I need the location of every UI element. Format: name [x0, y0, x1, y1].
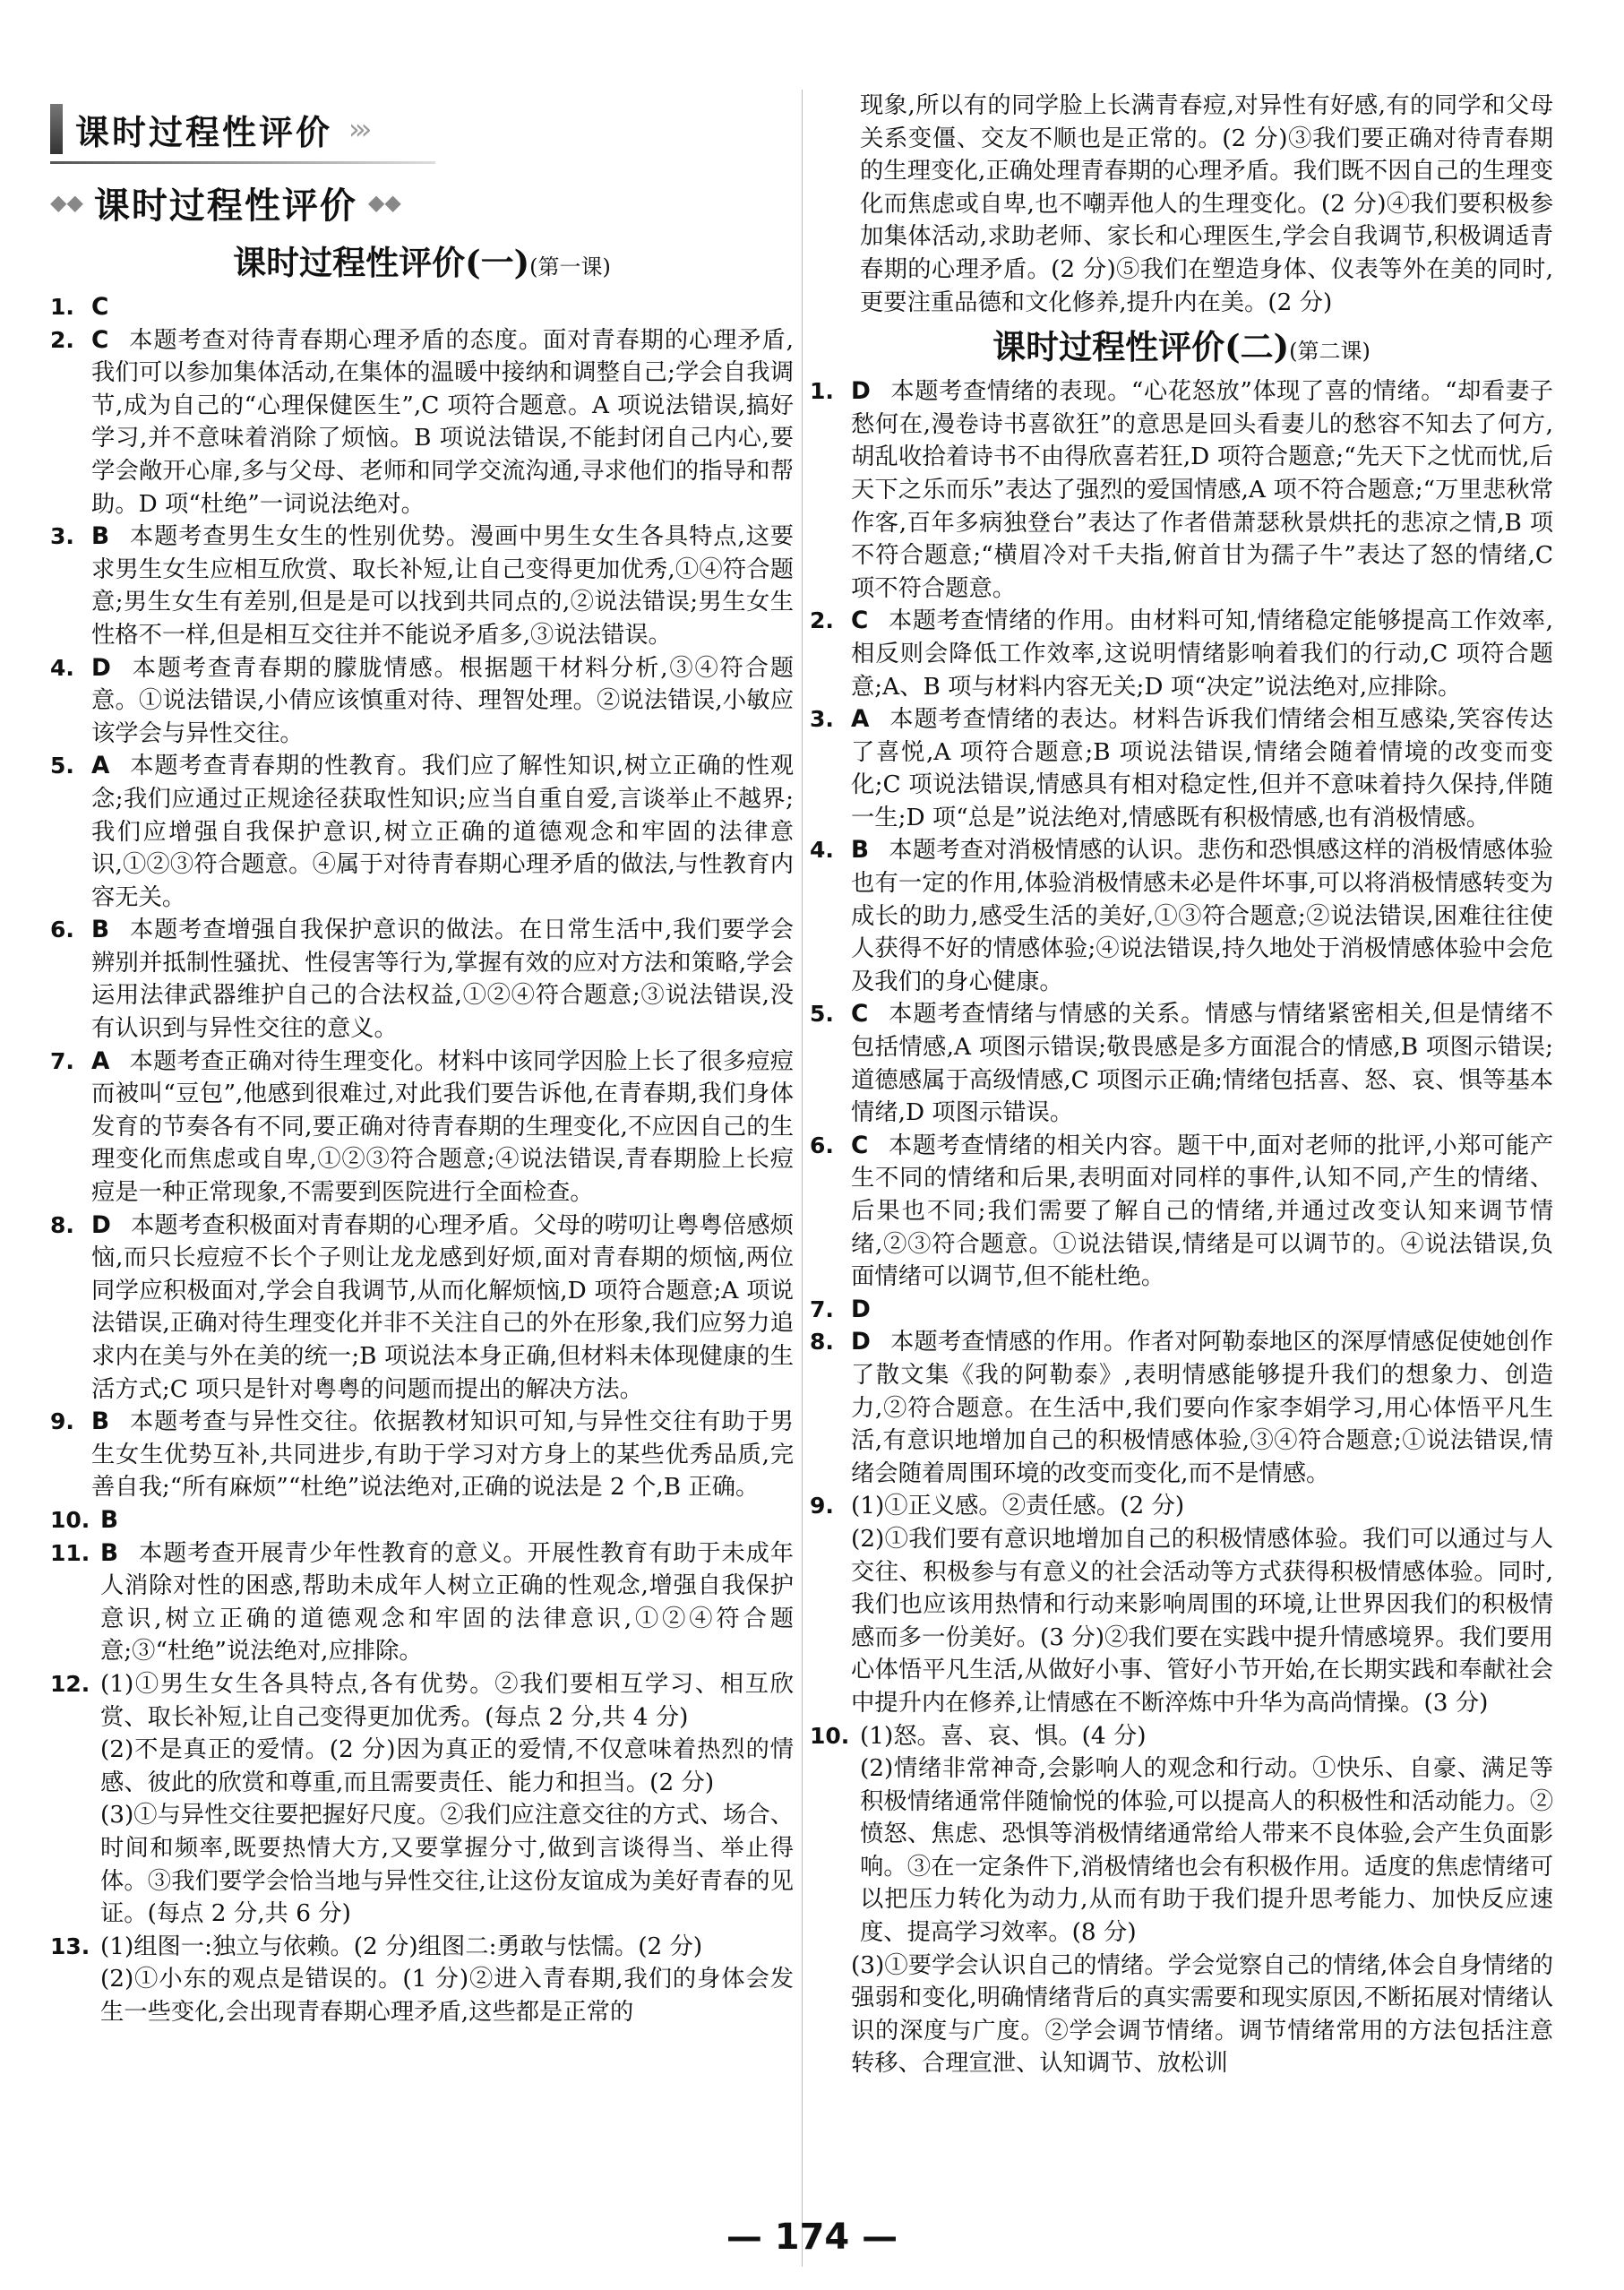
item-answer: A	[851, 706, 870, 734]
item-number: 3.	[810, 706, 834, 733]
item-answer: B	[851, 837, 870, 865]
lesson1-title-text: 课时过程性评价(一)	[233, 243, 530, 282]
item-explanation: 本题考查情绪的表现。“心花怒放”体现了喜的情绪。“却看妻子愁何在,漫卷诗书喜欲狂”的意思是回头看妻儿的愁容不知去了何方,胡乱收拾着诗书不由得欣喜若狂,D 项符合题意;“先天下之忧而忧,后天下之乐而乐”表达了强烈的爱国情感,A 项不符合题意;“万里悲秋常作客,百年多病独登台”表达了作者借萧瑟秋景烘托的悲凉之情,B 项不符合题意;“横眉冷对千夫指,俯首甘为孺子牛”表达了怒的情绪,C 项不符合题意。	[851, 378, 1553, 602]
item-number: 6.	[810, 1132, 834, 1158]
lesson1-subtitle: (第一课)	[529, 254, 611, 280]
item-answer: D	[91, 1211, 111, 1239]
page-number: — 174 —	[726, 2217, 898, 2258]
item-answer: B	[100, 1539, 119, 1567]
item-part: (3)①与异性交往要把握好尺度。②我们应注意交往的方式、场合、时间和频率,既要热情大方,又要掌握分寸,做到言谈得当、举止得体。③我们要学会恰当地与异性交往,让这份友谊成为美好青春的见证。(每点 2 分,共 6 分)	[100, 1802, 794, 1928]
left-column	[50, 235, 794, 2028]
answer-item	[810, 605, 1553, 703]
section-subtitle	[50, 176, 401, 229]
item-number: 11.	[50, 1539, 90, 1566]
answer-item	[50, 1406, 794, 1504]
item-answer: C	[851, 607, 869, 635]
item-number: 10.	[810, 1722, 850, 1749]
lesson2-title	[810, 326, 1553, 372]
item-explanation: 本题考查积极面对青春期的心理矛盾。父母的唠叨让粤粤倍感烦恼,而只长痘痘不长个子则让龙龙感到好烦,面对青春期的烦恼,两位同学应积极面对,学会自我调节,从而化解烦恼,D 项符合题意;A 项说法错误,正确对待生理变化并非不关注自己的外在形象,我们应努力追求内在美与外在美的统一;B 项说法本身正确,但材料未体现健康的生活方式;C 项只是针对粤粤的问题而提出的解决方法。	[91, 1211, 794, 1403]
item-explanation: 本题考查情感的作用。作者对阿勒泰地区的深厚情感促使她创作了散文集《我的阿勒泰》,表明情感能够提升我们的想象力、创造力,②符合题意。在生活中,我们要向作家李娟学习,用心体悟平凡生活,有意识地增加自己的积极情感体验,③④符合题意;①说法错误,情绪会随着周围环境的改变而变化,而不是情感。	[851, 1329, 1553, 1487]
answer-item	[810, 1294, 1553, 1327]
item-explanation: 本题考查对消极情感的认识。悲伤和恐惧感这样的消极情感体验也有一定的作用,体验消极情感未必是件坏事,可以将消极情感转变为成长的助力,感受生活的美好,①③符合题意;②说法错误,困难往往使人获得不好的情感体验;④说法错误,持久地处于消极情感体验中会危及我们的身心健康。	[851, 837, 1553, 995]
section-banner	[50, 100, 366, 158]
answer-item	[810, 998, 1553, 1129]
diamonds-icon: ◆◆	[367, 190, 401, 215]
item-explanation: 本题考查增强自我保护意识的做法。在日常生活中,我们要学会辨别并抵制性骚扰、性侵害等行为,掌握有效的应对方法和策略,学会运用法律武器维护自己的合法权益,①②④符合题意;③说法错误,没有认识到与异性交往的意义。	[91, 917, 794, 1043]
item-number: 4.	[50, 654, 74, 681]
item-explanation: 本题考查开展青少年性教育的意义。开展性教育有助于未成年人消除对性的困惑,帮助未成年人树立正确的性观念,增强自我保护意识,树立正确的道德观念和牢固的法律意识,①②④符合题意;③“杜绝”说法绝对,应排除。	[100, 1539, 794, 1666]
item-number: 13.	[50, 1933, 90, 1959]
answer-item	[50, 521, 794, 651]
item-number: 2.	[50, 326, 74, 353]
item-explanation: 本题考查情绪的相关内容。题干中,面对老师的批评,小郑可能产生不同的情绪和后果,表明面对同样的事件,认知不同,产生的情绪、后果也不同;我们需要了解自己的情绪,并通过改变认知来调节情绪,②③符合题意。①说法错误,情绪是可以调节的。④说法错误,负面情绪可以调节,但不能杜绝。	[851, 1132, 1553, 1291]
item-number: 4.	[810, 837, 834, 864]
item-number: 9.	[50, 1408, 74, 1435]
answer-item	[50, 1504, 794, 1537]
item-answer: D	[851, 1329, 871, 1356]
answer-item	[50, 291, 794, 324]
answer-item	[810, 1326, 1553, 1490]
banner-underline	[50, 161, 435, 164]
item-answer: C	[851, 1132, 869, 1159]
item-number: 8.	[810, 1329, 834, 1356]
section-subtitle-text: 课时过程性评价	[93, 185, 357, 227]
item-answer: B	[91, 917, 110, 944]
answer-item	[50, 324, 794, 521]
answer-item	[810, 703, 1553, 834]
lesson1-title	[50, 242, 794, 288]
answer-item	[50, 1537, 794, 1668]
item-answer: A	[91, 1047, 110, 1075]
diamonds-icon: ◆◆	[50, 190, 83, 215]
item-answer: B	[100, 1506, 119, 1534]
item-explanation: 本题考查情绪的表达。材料告诉我们情绪会相互感染,笑容传达了喜悦,A 项符合题意;B 项说法错误,情绪会随着情境的改变而变化;C 项说法错误,情感具有相对稳定性,但并不意味着持久保持,伴随一生;D 项“总是”说法绝对,情感既有积极情感,也有消极情感。	[851, 706, 1553, 831]
item-number: 10.	[50, 1506, 90, 1533]
item-part: (3)①要学会认识自己的情绪。学会觉察自己的情绪,体会自身情绪的强弱和变化,明确情绪背后的真实需要和现实原因,不断拓展对情绪认识的深度与广度。②学会调节情绪。调节情绪常用的方法包括注意转移、合理宣泄、认知调节、放松训	[851, 1951, 1553, 2078]
item-part: (1)①正义感。②责任感。(2 分)	[851, 1493, 1185, 1520]
answer-item-10	[810, 1720, 1553, 1753]
item-answer: C	[91, 294, 109, 321]
lesson2-title-text: 课时过程性评价(二)	[992, 327, 1290, 367]
item-answer: A	[91, 753, 110, 780]
item-number: 8.	[50, 1211, 74, 1238]
chevrons-icon: ›››	[348, 112, 367, 146]
item-explanation: 本题考查情绪与情感的关系。情感与情绪紧密相关,但是情绪不包括情感,A 项图示错误;敬畏感是多方面混合的情感,B 项图示错误;道德感属于高级情感,C 项图示正确;情绪包括喜、怒、哀、惧等基本情绪,D 项图示错误。	[851, 1001, 1553, 1127]
answer-item-12	[50, 1668, 794, 1734]
item-part: (2)①小东的观点是错误的。(1 分)②进入青春期,我们的身体会发生一些变化,会出现青春期心理矛盾,这些都是正常的	[100, 1966, 794, 2026]
item-part: (1)①男生女生各具特点,各有优势。②我们要相互学习、相互欣赏、取长补短,让自己变得更加优秀。(每点 2 分,共 4 分)	[100, 1670, 794, 1731]
item-explanation: 本题考查青春期的朦胧情感。根据题干材料分析,③④符合题意。①说法错误,小倩应该慎重对待、理智处理。②说法错误,小敏应该学会与异性交往。	[91, 654, 794, 747]
item-part: (2)①我们要有意识地增加自己的积极情感体验。我们可以通过与人交往、积极参与有意义的社会活动等方式获得积极情感体验。同时,我们也应该用热情和行动来影响周围的环境,让世界因我们的积极情感而多一份美好。(3 分)②我们要在实践中提升情感境界。我们要用心体悟平凡生活,从做好小事、管好小节开始,在长期实践和奉献社会中提升内在修养,让情感在不断淬炼中升华为高尚情操。(3 分)	[851, 1525, 1553, 1717]
item-part: (2)不是真正的爱情。(2 分)因为真正的爱情,不仅意味着热烈的情感、彼此的欣赏和尊重,而且需要责任、能力和担当。(2 分)	[100, 1736, 794, 1796]
item-number: 2.	[810, 607, 834, 634]
item-part: (1)组图一:独立与依赖。(2 分)组图二:勇敢与怯懦。(2 分)	[100, 1933, 703, 1960]
item-explanation: 本题考查与异性交往。依据教材知识可知,与异性交往有助于男生女生优势互补,共同进步,有助于学习对方身上的某些优秀品质,完善自我;“所有麻烦”“杜绝”说法绝对,正确的说法是 2 个,B 正确。	[91, 1408, 794, 1502]
item-answer: C	[91, 326, 109, 354]
section-banner-title: 课时过程性评价	[75, 112, 333, 152]
item-answer: B	[91, 523, 110, 551]
item-answer: D	[851, 378, 871, 406]
answer-item	[50, 1210, 794, 1407]
answer-item	[50, 914, 794, 1045]
answer-item-9	[810, 1490, 1553, 1523]
item-number: 9.	[810, 1493, 834, 1519]
item-explanation: 本题考查青春期的性教育。我们应了解性知识,树立正确的性观念;我们应通过正规途径获取性知识;应当自重自爱,言谈举止不越界;我们应增强自我保护意识,树立正确的道德观念和牢固的法律意识,①②③符合题意。④属于对待青春期心理矛盾的做法,与性教育内容无关。	[91, 753, 794, 911]
item-answer: D	[91, 654, 111, 682]
answer-item	[50, 652, 794, 751]
item-answer: B	[91, 1408, 110, 1436]
item-explanation: 本题考查男生女生的性别优势。漫画中男生女生各具特点,这要求男生女生应相互欣赏、取长补短,让自己变得更加优秀,①④符合题意;男生女生有差别,但是是可以找到共同点的,②说法错误;男生女生性格不一样,但是相互交往并不能说矛盾多,③说法错误。	[91, 523, 794, 649]
item-number: 5.	[50, 753, 74, 779]
answer-item	[50, 750, 794, 914]
banner-bar	[50, 104, 63, 154]
item-number: 12.	[50, 1670, 90, 1697]
item-explanation: 本题考查正确对待生理变化。材料中该同学因脸上长了很多痘痘而被叫“豆包”,他感到很难过,对此我们要告诉他,在青春期,我们身体发育的节奏各有不同,要正确对待青春期的生理变化,不应因自己的生理变化而焦虑或自卑,①②③符合题意;④说法错误,青春期脸上长痘痘是一种正常现象,不需要到医院进行全面检查。	[91, 1047, 794, 1207]
item-explanation: 本题考查情绪的作用。由材料可知,情绪稳定能够提高工作效率,相反则会降低工作效率,这说明情绪影响着我们的行动,C 项符合题意;A、B 项与材料内容无关;D 项“决定”说法绝对,应排除。	[851, 607, 1553, 701]
item-explanation: 本题考查对待青春期心理矛盾的态度。面对青春期的心理矛盾,我们可以参加集体活动,在集体的温暖中接纳和调整自己;学会自我调节,成为自己的“心理保健医生”,C 项符合题意。A 项说法错误,搞好学习,并不意味着消除了烦恼。B 项说法错误,不能封闭自己内心,要学会敞开心扉,多与父母、老师和同学交流沟通,寻求他们的指导和帮助。D 项“杜绝”一词说法绝对。	[91, 326, 794, 518]
item-answer: C	[851, 1001, 869, 1029]
column-divider	[802, 90, 803, 2267]
item-part: (1)怒。喜、哀、惧。(4 分)	[860, 1722, 1147, 1750]
item-13-continued: 现象,所以有的同学脸上长满青春痘,对异性有好感,有的同学和父母关系变僵、交友不顺也是正常的。(2 分)③我们要正确对待青春期的生理变化,正确处理青春期的心理矛盾。我们既不因自己的生理变化而焦虑或自卑,也不嘲弄他人的生理变化。(2 分)④我们要积极参加集体活动,求助老师、家长和心理医生,学会自我调节,积极调适青春期的心理矛盾。(2 分)⑤我们在塑造身体、仪表等外在美的同时,更要注重品德和文化修养,提升内在美。(2 分)	[860, 92, 1553, 316]
item-part: (2)情绪非常神奇,会影响人的观念和行动。①快乐、自豪、满足等积极情绪通常伴随愉悦的体验,可以提高人的积极性和活动能力。②愤怒、焦虑、恐惧等消极情绪通常给人带来不良体验,会产生负面影响。③在一定条件下,消极情绪也会有积极作用。适度的焦虑情绪可以把压力转化为动力,从而有助于我们提升思考能力、加快反应速度、提高学习效率。(8 分)	[860, 1755, 1553, 1947]
item-number: 6.	[50, 917, 74, 943]
item-number: 1.	[810, 378, 834, 405]
item-number: 7.	[50, 1047, 74, 1074]
item-number: 7.	[810, 1296, 834, 1322]
item-answer: D	[851, 1296, 871, 1323]
answer-item	[810, 834, 1553, 998]
answer-item	[810, 375, 1553, 605]
answer-item	[50, 1046, 794, 1210]
item-number: 1.	[50, 294, 74, 320]
answer-item-13	[50, 1931, 794, 1964]
answer-item	[810, 1130, 1553, 1294]
right-column	[810, 90, 1553, 2080]
lesson2-subtitle: (第二课)	[1289, 339, 1371, 365]
item-number: 3.	[50, 523, 74, 550]
item-number: 5.	[810, 1001, 834, 1028]
